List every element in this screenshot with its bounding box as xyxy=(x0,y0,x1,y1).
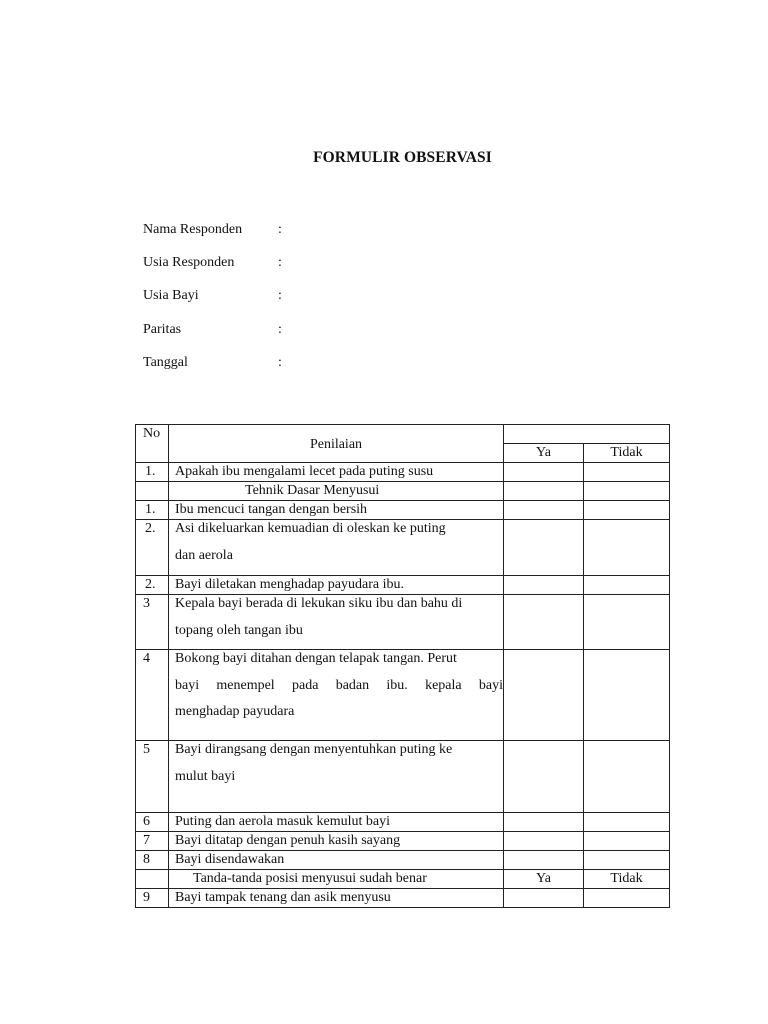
tidak-cell[interactable] xyxy=(584,832,670,851)
table-row xyxy=(136,595,670,650)
field-label: Usia Bayi xyxy=(143,288,199,303)
ya-cell[interactable] xyxy=(504,813,584,832)
field-label: Paritas xyxy=(143,322,182,337)
row-text xyxy=(169,520,504,576)
row-text: Bayi ditatap dengan penuh kasih sayang xyxy=(169,832,504,851)
field-colon: : xyxy=(278,322,282,337)
table-row xyxy=(136,501,670,520)
ya-cell[interactable] xyxy=(504,650,584,741)
row-text: Bayi tampak tenang dan asik menyusu xyxy=(169,889,504,908)
row-no: 9 xyxy=(136,889,169,908)
row-text xyxy=(169,595,504,650)
section-title: Tanda-tanda posisi menyusui sudah benar xyxy=(169,870,504,889)
tidak-cell[interactable] xyxy=(584,501,670,520)
row-text-line: Bayi dirangsang dengan menyentuhkan puting ke xyxy=(175,742,453,757)
table-row xyxy=(136,650,670,741)
row-no: 2. xyxy=(136,520,169,576)
row-no xyxy=(136,482,169,501)
tidak-cell[interactable] xyxy=(584,463,670,482)
row-text-line: bayi menempel pada badan ibu. kepala bayi xyxy=(175,678,503,693)
row-text-line: menghadap payudara xyxy=(175,704,295,719)
row-text: Puting dan aerola masuk kemulut bayi xyxy=(169,813,504,832)
ya-cell[interactable] xyxy=(504,520,584,576)
tidak-cell[interactable] xyxy=(584,741,670,813)
row-no xyxy=(136,870,169,889)
field-label: Usia Responden xyxy=(143,255,235,270)
table-row xyxy=(136,813,670,832)
section-ya: Ya xyxy=(504,870,584,889)
field-colon: : xyxy=(278,222,282,237)
row-no: 2. xyxy=(136,576,169,595)
observation-table xyxy=(135,424,670,908)
section-title: Tehnik Dasar Menyusui xyxy=(169,482,504,501)
ya-cell[interactable] xyxy=(504,463,584,482)
row-no: 1. xyxy=(136,501,169,520)
row-text: Apakah ibu mengalami lecet pada puting susu xyxy=(169,463,504,482)
row-no: 6 xyxy=(136,813,169,832)
row-text-line: Asi dikeluarkan kemuadian di oleskan ke puting xyxy=(175,521,446,536)
header-no: No xyxy=(136,425,169,463)
header-blank xyxy=(504,425,670,444)
field-colon: : xyxy=(278,288,282,303)
section-row xyxy=(136,870,670,889)
row-text-line: mulut bayi xyxy=(175,769,236,784)
table-row xyxy=(136,576,670,595)
header-tidak: Tidak xyxy=(584,444,670,463)
table-row xyxy=(136,741,670,813)
field-label: Tanggal xyxy=(143,355,188,370)
row-text-line: dan aerola xyxy=(175,548,233,563)
ya-cell[interactable] xyxy=(504,595,584,650)
table-row xyxy=(136,889,670,908)
row-text xyxy=(169,741,504,813)
header-ya: Ya xyxy=(504,444,584,463)
ya-cell[interactable] xyxy=(504,851,584,870)
table-row xyxy=(136,463,670,482)
tidak-cell[interactable] xyxy=(584,851,670,870)
row-no: 7 xyxy=(136,832,169,851)
table-row xyxy=(136,851,670,870)
tidak-cell[interactable] xyxy=(584,650,670,741)
row-text: Ibu mencuci tangan dengan bersih xyxy=(169,501,504,520)
row-text-line: Bokong bayi ditahan dengan telapak tangan. Perut xyxy=(175,651,457,666)
tidak-cell[interactable] xyxy=(584,576,670,595)
row-text: Bayi diletakan menghadap payudara ibu. xyxy=(169,576,504,595)
field-label: Nama Responden xyxy=(143,222,243,237)
tidak-cell[interactable] xyxy=(584,889,670,908)
row-text-line: Kepala bayi berada di lekukan siku ibu dan bahu di xyxy=(175,596,463,611)
field-colon: : xyxy=(278,255,282,270)
row-no: 1. xyxy=(136,463,169,482)
ya-cell[interactable] xyxy=(504,482,584,501)
table-row xyxy=(136,520,670,576)
header-penilaian: Penilaian xyxy=(169,425,504,463)
row-no: 5 xyxy=(136,741,169,813)
row-no: 8 xyxy=(136,851,169,870)
section-tidak: Tidak xyxy=(584,870,670,889)
tidak-cell[interactable] xyxy=(584,813,670,832)
row-text-line: topang oleh tangan ibu xyxy=(175,623,303,638)
section-row xyxy=(136,482,670,501)
field-colon: : xyxy=(278,355,282,370)
ya-cell[interactable] xyxy=(504,832,584,851)
tidak-cell[interactable] xyxy=(584,595,670,650)
row-no: 4 xyxy=(136,650,169,741)
ya-cell[interactable] xyxy=(504,741,584,813)
ya-cell[interactable] xyxy=(504,501,584,520)
row-text xyxy=(169,650,504,741)
tidak-cell[interactable] xyxy=(584,520,670,576)
tidak-cell[interactable] xyxy=(584,482,670,501)
header-row xyxy=(136,425,670,444)
ya-cell[interactable] xyxy=(504,889,584,908)
row-no: 3 xyxy=(136,595,169,650)
table-row xyxy=(136,832,670,851)
form-title: FORMULIR OBSERVASI xyxy=(313,149,492,166)
row-text: Bayi disendawakan xyxy=(169,851,504,870)
ya-cell[interactable] xyxy=(504,576,584,595)
